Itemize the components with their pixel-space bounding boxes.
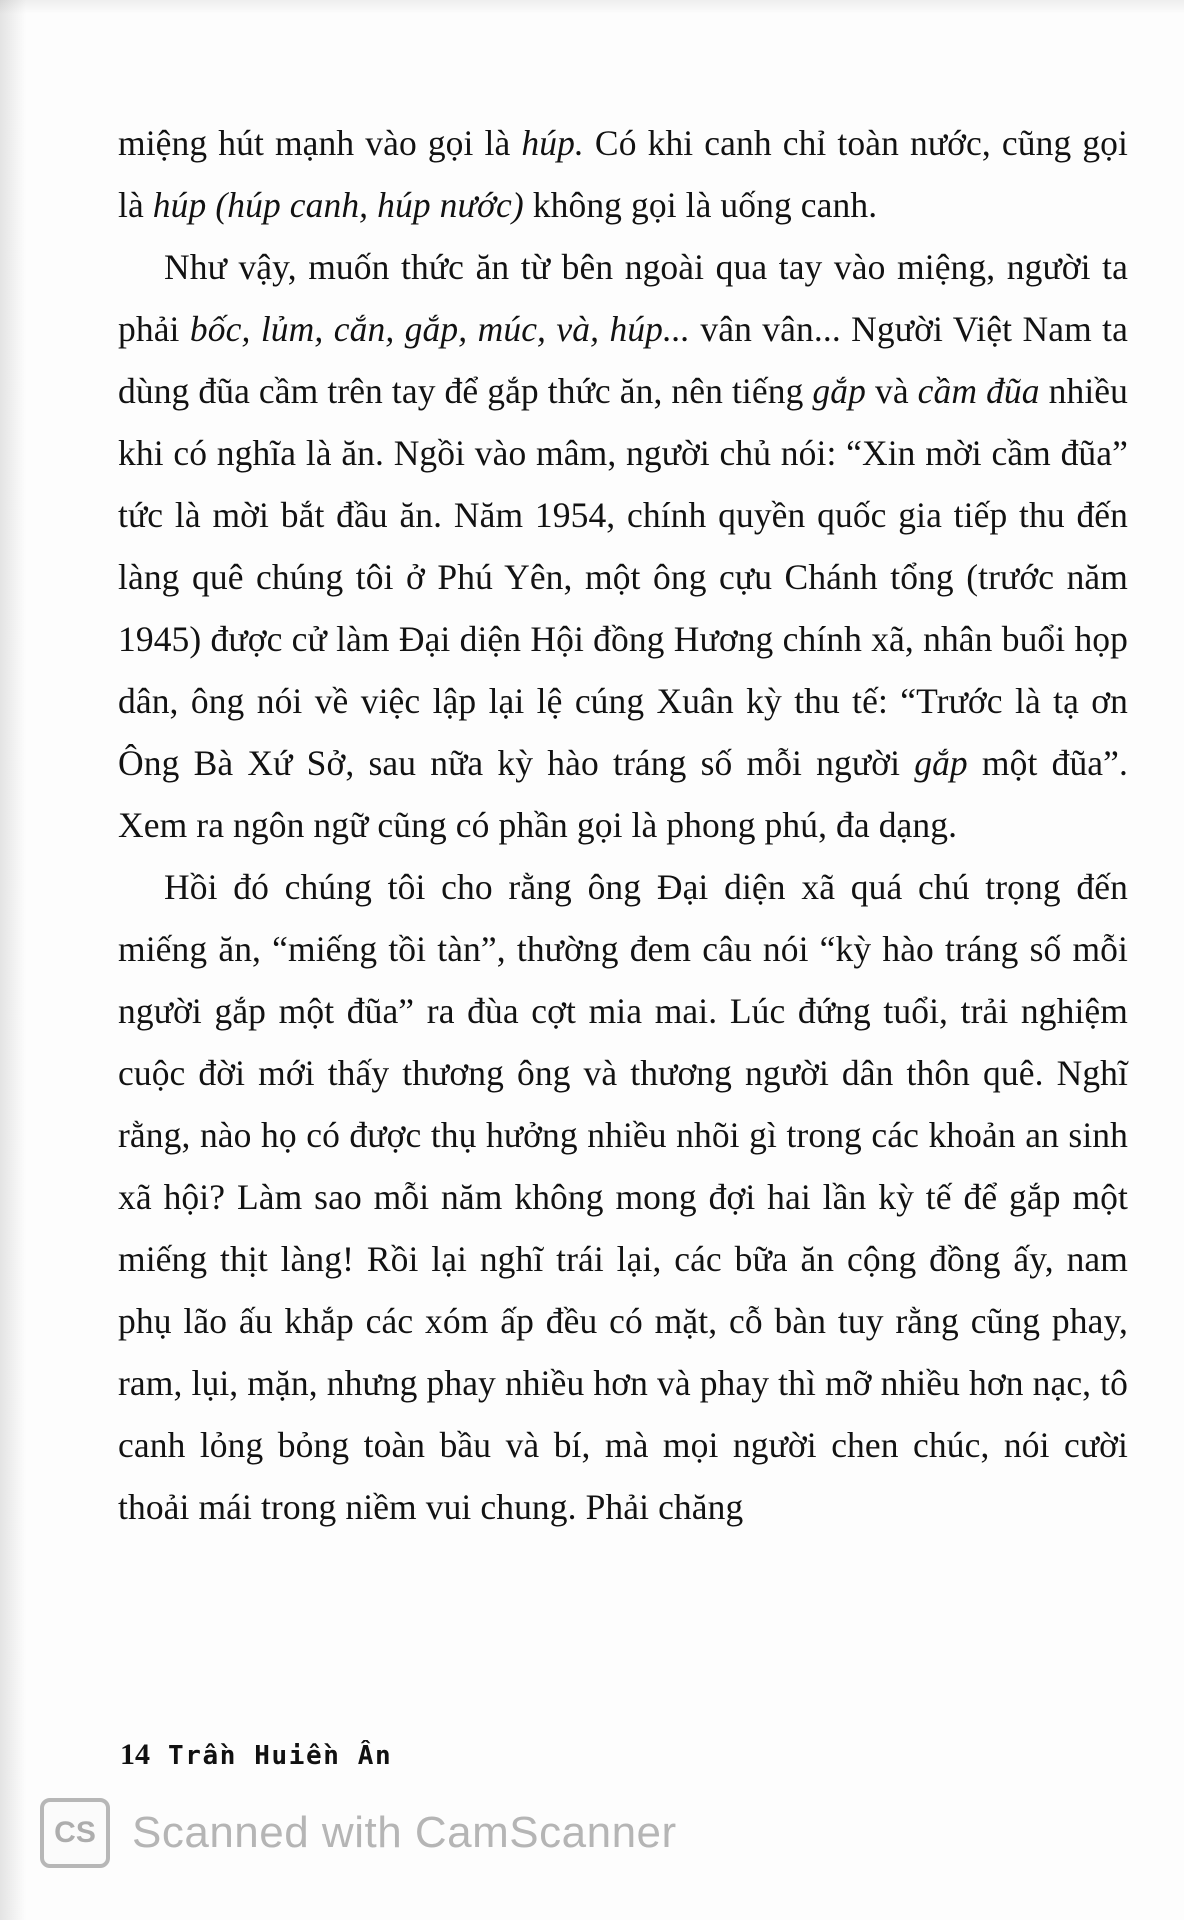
emphasis-run: bốc, lủm, cắn, gắp, múc, và, húp... [189,309,690,349]
emphasis-run: húp (húp canh, húp nước) [152,185,524,225]
paragraph [118,236,1128,856]
camscanner-logo-icon: CS [40,1798,110,1868]
emphasis-run: gắp [812,371,866,411]
text-run: không gọi là uống canh. [523,185,878,225]
page-number: 14 [120,1738,150,1771]
camscanner-watermark-label: Scanned with CamScanner [132,1808,677,1857]
page-edge-shadow-left [0,0,26,1920]
page-body-text [118,112,1128,1538]
camscanner-watermark [40,1798,677,1868]
emphasis-run: húp. [521,123,584,163]
text-run: một đũa”. Xem ra ngôn ngữ cũng có phần gọi là phong phú, đa dạng. [118,743,1129,845]
paragraph [118,112,1128,236]
running-head-author: Trần Huiền Ân [168,1741,393,1771]
text-run: miệng hút mạnh vào gọi là [118,123,522,163]
text-run: vân vân... Người Việt Nam ta dùng đũa cầm trên tay để gắp thức ăn, nên tiếng [118,309,1128,411]
text-run: nhiều khi có nghĩa là ăn. Ngồi vào mâm, người chủ nói: “Xin mời cầm đũa” tức là mời bắt đầu ăn. Năm 1954, chính quyền quốc gia tiếp thu đến làng quê chúng tôi ở Phú Yên, một ông cựu Chánh tổng (trước năm 1945) được cử làm Đại diện Hội đồng Hương chính xã, nhân buổi họp dân, ông nói về việc lập lại lệ cúng Xuân kỳ thu tế: “Trước là tạ ơn Ông Bà Xứ Sở, sau nữa kỳ hào tráng số mỗi người [118,371,1128,783]
emphasis-run: gắp [914,743,968,783]
text-run: Có khi canh chỉ toàn nước, cũng gọi là [118,123,1128,225]
paragraph [118,856,1128,1538]
text-run: và [865,371,918,411]
page-footer [120,1738,392,1772]
text-run: Như vậy, muốn thức ăn từ bên ngoài qua tay vào miệng, người ta phải [118,247,1128,349]
emphasis-run: cầm đũa [917,371,1040,411]
text-run: Hồi đó chúng tôi cho rằng ông Đại diện xã quá chú trọng đến miếng ăn, “miếng tồi tàn”, thường đem câu nói “kỳ hào tráng số mỗi người gắp một đũa” ra đùa cợt mia mai. Lúc đứng tuổi, trải nghiệm cuộc đời mới thấy thương ông và thương người dân thôn quê. Nghĩ rằng, nào họ có được thụ hưởng nhiều nhõi gì trong các khoản an sinh xã hội? Làm sao mỗi năm không mong đợi hai lần kỳ tế để gắp một miếng thịt làng! Rồi lại nghĩ trái lại, các bữa ăn cộng đồng ấy, nam phụ lão ấu khắp các xóm ấp đều có mặt, cỗ bàn tuy rằng cũng phay, ram, lụi, mặn, nhưng phay nhiều hơn và phay thì mỡ nhiều hơn nạc, tô canh lỏng bỏng toàn bầu và bí, mà mọi người chen chúc, nói cười thoải mái trong niềm vui chung. Phải chăng [118,867,1128,1527]
page-edge-shadow-top [0,0,1184,14]
